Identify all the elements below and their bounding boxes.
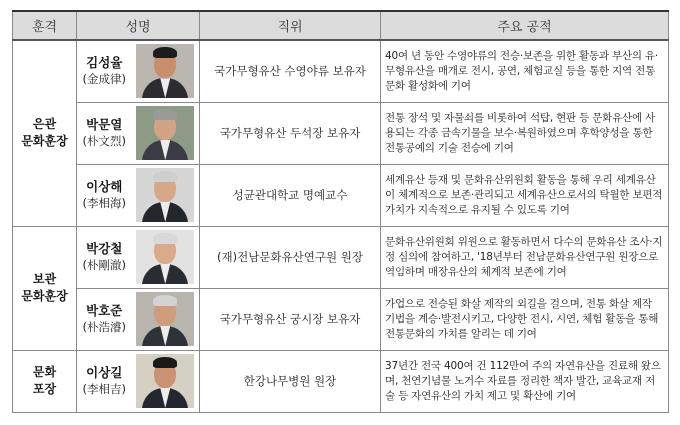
award-type-culture-medal	[13, 350, 77, 412]
award-type-line1: 보관	[32, 272, 57, 286]
header-row	[13, 11, 669, 40]
award-type-gold-crown	[13, 226, 77, 350]
awardee-achievement: 문화유산위원회 위원으로 활동하면서 다수의 문화유산 조사·지정 심의에 참여하고, '18년부터 전남문화유산연구원 원장으로 역임하며 매장유산의 체계적 보존에 기여	[381, 226, 669, 288]
awardee-photo-cell	[132, 164, 200, 226]
awardee-photo	[136, 292, 194, 346]
awardee-position: 한강나무병원 원장	[200, 350, 381, 412]
awardee-hanja: (金成律)	[82, 72, 126, 87]
awardee-hanja: (朴文烈)	[82, 134, 126, 148]
awardee-name-cell	[77, 288, 132, 350]
awardee-hanja: (李相海)	[82, 196, 126, 210]
awardee-photo-cell	[132, 102, 200, 164]
awardee-photo	[136, 44, 194, 98]
awardee-hanja: (朴剛澈)	[82, 258, 126, 272]
awardee-name-cell	[77, 102, 132, 164]
award-type-line2: 문화훈장	[21, 289, 68, 303]
awardee-photo	[136, 230, 194, 284]
table-row	[13, 288, 669, 350]
awardee-name-cell	[77, 226, 132, 288]
awardee-achievement: 37년간 전국 400여 건 112만여 주의 자연유산을 진료해 왔으며, 천연기념물 노거수 자료를 정리한 책자 발간, 교육교재 저술 등 자연유산의 가치 제고 및 확산에 기여	[381, 350, 669, 412]
awardee-position: 국가무형유산 수영야류 보유자	[200, 40, 381, 102]
awardee-position: (재)전남문화유산연구원 원장	[200, 226, 381, 288]
awards-table	[12, 10, 669, 413]
awardee-position: 국가무형유산 두석장 보유자	[200, 102, 381, 164]
awardee-photo	[136, 168, 194, 222]
awardee-name: 박강철	[86, 241, 123, 256]
table-row	[13, 350, 669, 412]
awardee-photo-cell	[132, 350, 200, 412]
table-row	[13, 102, 669, 164]
awardee-achievement: 세계유산 등재 및 문화유산위원회 활동을 통해 우리 세계유산이 체계적으로 보존·관리되고 세계유산으로서의 탁월한 보편적 가치가 지속적으로 유지될 수 있도록 기여	[381, 164, 669, 226]
awardee-photo-cell	[132, 226, 200, 288]
awardee-name-cell	[77, 164, 132, 226]
award-type-line1: 은관	[32, 117, 57, 132]
awardee-photo-cell	[132, 40, 200, 102]
header-achievements: 주요 공적	[381, 11, 669, 40]
awardee-name: 박문열	[86, 117, 123, 132]
awardee-achievement: 전통 장석 및 자물쇠를 비롯하여 석탑, 현판 등 문화유산에 사용되는 각종 금속기물을 보수·복원하였으며 후학양성을 통한 전통공예의 기술 전승에 기여	[381, 102, 669, 164]
awardee-name: 이상길	[86, 365, 123, 380]
table-row	[13, 226, 669, 288]
awardee-photo	[136, 106, 194, 160]
awardee-name: 이상해	[86, 179, 123, 194]
award-type-line2: 포장	[32, 382, 57, 396]
header-award-type: 훈격	[13, 11, 77, 40]
award-type-silver-crown	[13, 40, 77, 226]
awardee-hanja: (朴浩濬)	[82, 320, 126, 334]
awardee-name-cell	[77, 350, 132, 412]
header-position: 직위	[200, 11, 381, 40]
awardee-name-cell	[77, 40, 132, 102]
awardee-achievement: 40여 년 동안 수영야류의 전승·보존을 위한 활동과 부산의 유·무형유산을 매개로 전시, 공연, 체험교실 등을 통한 지역 전통문화 활성화에 기여	[381, 40, 669, 102]
awardee-name: 박호준	[86, 303, 123, 318]
table-row	[13, 40, 669, 102]
awardee-name: 김성율	[86, 55, 123, 71]
table-row	[13, 164, 669, 226]
award-type-line2: 문화훈장	[21, 134, 68, 149]
awards-table-container	[12, 10, 668, 413]
awardee-hanja: (李相吉)	[82, 382, 126, 396]
awardee-photo	[136, 354, 194, 408]
awardee-achievement: 가업으로 전승된 화살 제작의 외길을 걸으며, 전통 화살 제작 기법을 계승·발전시키고, 다양한 전시, 시연, 체험 활동을 통해 전통문화의 가치를 알리는 데 기여	[381, 288, 669, 350]
awardee-photo-cell	[132, 288, 200, 350]
award-type-line1: 문화	[32, 365, 57, 379]
awardee-position: 성균관대학교 명예교수	[200, 164, 381, 226]
header-name: 성명	[77, 11, 200, 40]
awardee-position: 국가무형유산 궁시장 보유자	[200, 288, 381, 350]
